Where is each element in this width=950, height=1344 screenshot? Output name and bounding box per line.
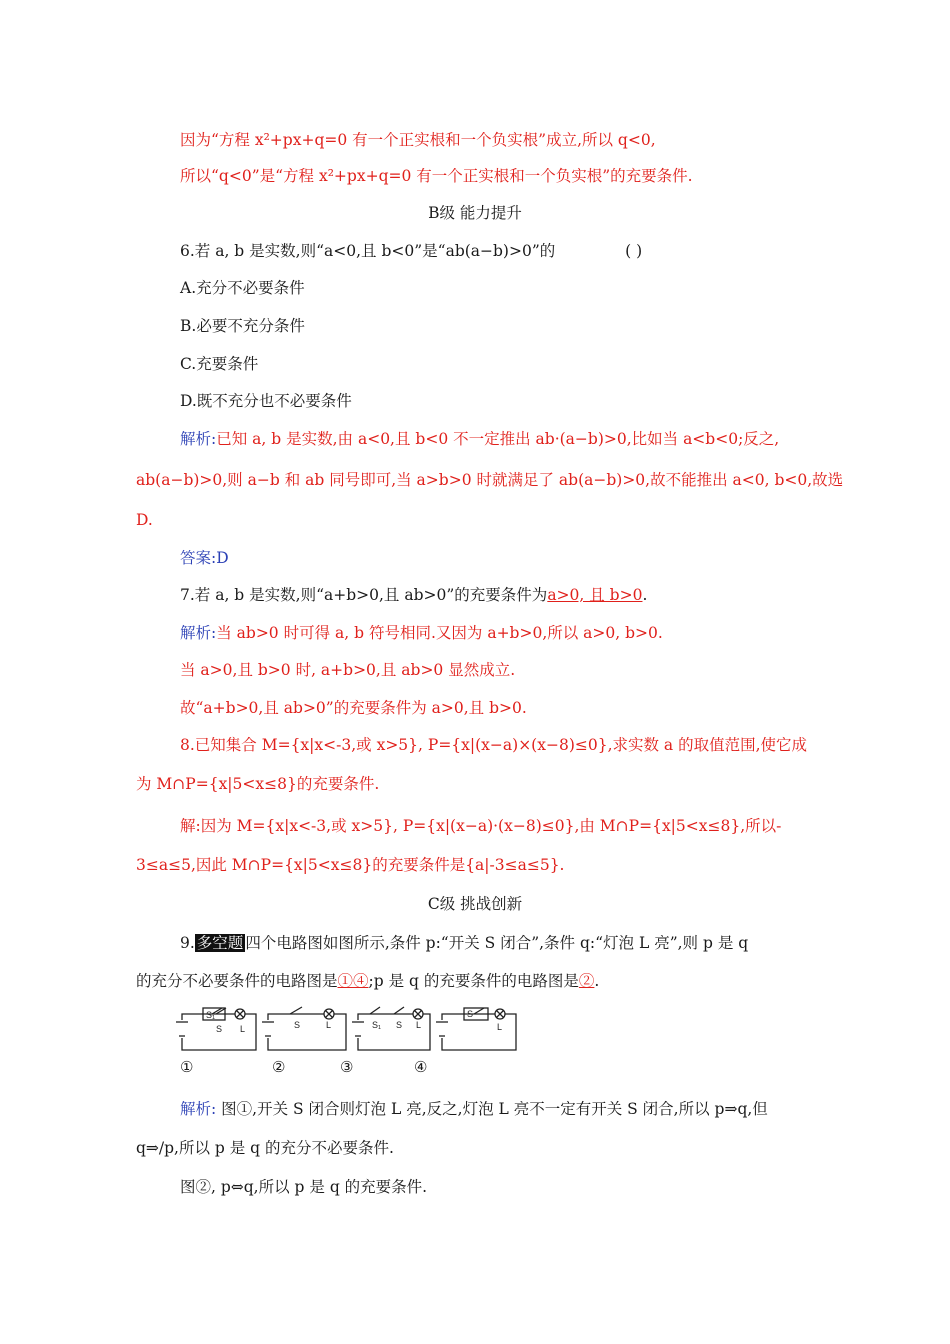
blank-answer-2: ② — [578, 972, 595, 990]
question-9-text: 四个电路图如图所示,条件 p:“开关 S 闭合”,条件 q:“灯泡 L 亮”,则 p 是 q — [245, 934, 749, 952]
analysis-label: 解析: — [180, 430, 217, 448]
switch-s1-label: S₁ — [206, 1010, 216, 1020]
solution-8-line2: 3≤a≤5,因此 M∩P={x|5<x≤8}的充要条件是{a|-3≤a≤5}. — [136, 856, 565, 874]
question-9-line1: 9. 多空题 四个电路图如图所示,条件 p:“开关 S 闭合”,条件 q:“灯泡 L 亮”,则 p 是 q — [180, 934, 749, 952]
analysis-text: 当 ab>0 时可得 a, b 符号相同.又因为 a+b>0,所以 a>0, b>0. — [216, 624, 663, 642]
option-d: D.既不充分也不必要条件 — [180, 392, 352, 410]
analysis-6-line1 — [180, 428, 860, 450]
question-7-answer: a>0, 且 b>0 — [547, 586, 643, 604]
blank-answer-1: ①④ — [337, 972, 369, 990]
circuit-diagrams — [160, 1006, 530, 1058]
circuit-label-3: ③ — [340, 1058, 354, 1076]
circuit-label-1: ① — [180, 1058, 194, 1076]
circuit-2 — [262, 1007, 346, 1050]
analysis-label: 解析: — [180, 624, 217, 642]
analysis-7-line2: 当 a>0,且 b>0 时, a+b>0,且 ab>0 显然成立. — [180, 661, 516, 679]
circuit-label-2: ② — [272, 1058, 286, 1076]
text-line: 所以“q<0”是“方程 x²+px+q=0 有一个正实根和一个负实根”的充要条件. — [180, 167, 693, 185]
solution-8-line1: 解:因为 M={x|x<-3,或 x>5}, P={x|(x−a)·(x−8)≤0},由 M∩P={x|5<x≤8},所以- — [180, 817, 782, 835]
multi-blank-tag: 多空题 — [196, 934, 244, 952]
section-heading-b: B级 能力提升 — [428, 204, 522, 222]
circuit-label-4: ④ — [414, 1058, 428, 1076]
analysis-6-line2: ab(a−b)>0,则 a−b 和 ab 同号即可,当 a>b>0 时就满足了 ab(a−b)>0,故不能推出 a<0, b<0,故选 — [136, 471, 844, 489]
analysis-label: 解析: — [180, 1100, 217, 1118]
option-a: A.充分不必要条件 — [180, 279, 305, 297]
analysis-9-line1 — [180, 1098, 860, 1120]
switch-s1-label: S₁ — [372, 1020, 382, 1030]
analysis-text: 图①,开关 S 闭合则灯泡 L 亮,反之,灯泡 L 亮不一定有开关 S 闭合,所以 p⇒q,但 — [216, 1100, 768, 1118]
circuit-4 — [436, 1008, 516, 1050]
question-7-text: 7.若 a, b 是实数,则“a+b>0,且 ab>0”的充要条件为 — [180, 586, 548, 604]
lamp-l-label: L — [497, 1022, 503, 1032]
analysis-text: 已知 a, b 是实数,由 a<0,且 b<0 不一定推出 ab·(a−b)>0,比如当 a<b<0;反之, — [216, 430, 780, 448]
switch-s-label: S — [467, 1009, 474, 1019]
analysis-7-line3: 故“a+b>0,且 ab>0”的充要条件为 a>0,且 b>0. — [180, 699, 527, 717]
question-6-text: 6.若 a, b 是实数,则“a<0,且 b<0”是“ab(a−b)>0”的 — [180, 242, 556, 260]
answer-6: 答案:D — [180, 549, 229, 567]
switch-s-label: S — [216, 1024, 223, 1034]
analysis-9-line2: q⇒/p,所以 p 是 q 的充分不必要条件. — [136, 1139, 394, 1157]
question-8-line1: 8.已知集合 M={x|x<-3,或 x>5}, P={x|(x−a)×(x−8)≤0},求实数 a 的取值范围,使它成 — [180, 736, 808, 754]
question-6 — [180, 240, 860, 262]
question-9-line2: 的充分不必要条件的电路图是①④;p 是 q 的充要条件的电路图是②. — [136, 972, 600, 990]
text-line: 因为“方程 x²+px+q=0 有一个正实根和一个负实根”成立,所以 q<0, — [180, 131, 656, 149]
question-8-line2: 为 M∩P={x|5<x≤8}的充要条件. — [136, 775, 380, 793]
switch-s-label: S — [294, 1020, 301, 1030]
lamp-l-label: L — [240, 1024, 246, 1034]
section-heading-c: C级 挑战创新 — [427, 895, 523, 913]
question-7: 7.若 a, b 是实数,则“a+b>0,且 ab>0”的充要条件为a>0, 且 b>0. — [180, 586, 648, 604]
option-b: B.必要不充分条件 — [180, 317, 305, 335]
analysis-6-line3: D. — [136, 511, 153, 529]
analysis-9-line3: 图②, p⇔q,所以 p 是 q 的充要条件. — [180, 1178, 428, 1196]
lamp-l-label: L — [416, 1020, 422, 1030]
lamp-l-label: L — [326, 1020, 332, 1030]
option-c: C.充要条件 — [180, 355, 259, 373]
switch-s-label: S — [396, 1020, 403, 1030]
analysis-7-line1 — [180, 622, 860, 644]
answer-paren: ( ) — [625, 242, 643, 260]
